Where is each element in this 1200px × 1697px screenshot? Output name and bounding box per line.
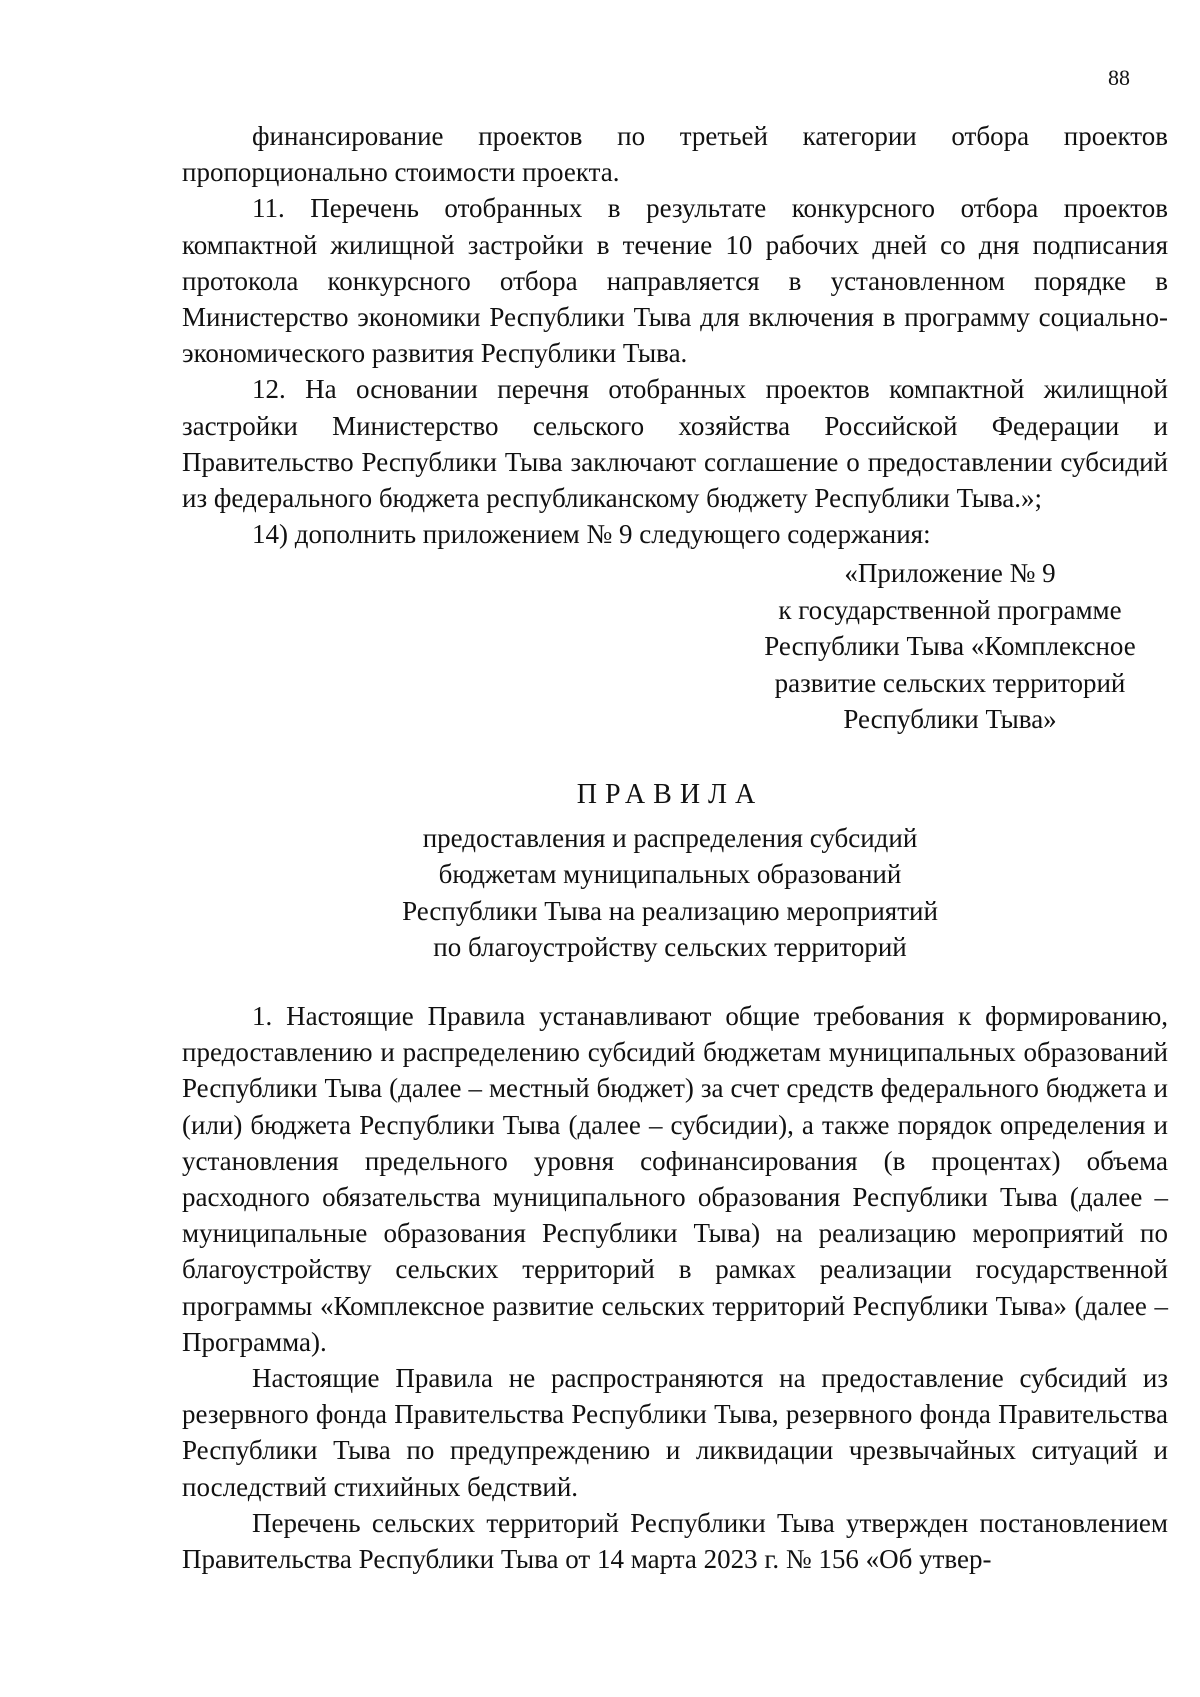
paragraph-item-14: 14) дополнить приложением № 9 следующего содержания:	[252, 519, 931, 550]
paragraph-item-12: 12. На основании перечня отобранных проектов компактной жилищной застройки Министерство сельского хозяйства Российской Федерации и Правительство Республики Тыва заключают соглашение о предоставлении субсидий из федерального бюджета республиканскому бюджету Республики Тыва.»;	[182, 374, 1168, 514]
paragraph-exclusion: Настоящие Правила не распространяются на предоставление субсидий из резервного фонда Правительства Республики Тыва, резервного фонда Правительства Республики Тыва по предупреждению и ликвидации чрезвычайных ситуаций и последствий стихийных бедствий.	[182, 1363, 1168, 1502]
subtitle-line: предоставления и распределения субсидий	[422, 822, 918, 853]
subtitle-line: Республики Тыва на реализацию мероприятий	[402, 895, 938, 926]
rules-heading	[340, 777, 1000, 966]
appendix-line: Республики Тыва»	[843, 704, 1057, 734]
appendix-reference	[740, 555, 1160, 738]
paragraph-rules-1: 1. Настоящие Правила устанавливают общие требования к формированию, предоставлению и распределению субсидий бюджетам муниципальных образований Республики Тыва (далее – местный бюджет) за счет средств федерального бюджета и (или) бюджета Республики Тыва (далее – субсидии), а также порядок определения и установления предельного уровня софинансирования (в процентах) объема расходного обязательства муниципального образования Республики Тыва (далее – муниципальные образования Республики Тыва) на реализацию мероприятий по благоустройству сельских территорий в рамках реализации государственной программы «Комплексное развитие сельских территорий Республики Тыва» (далее – Программа).	[182, 1001, 1168, 1357]
body-text-top	[182, 118, 1168, 552]
appendix-line: Республики Тыва «Комплексное	[764, 631, 1136, 661]
paragraph-territories-list: Перечень сельских территорий Республики Тыва утвержден постановлением Правительства Республики Тыва от 14 марта 2023 г. № 156 «Об утвер-	[182, 1507, 1168, 1575]
rules-title: ПРАВИЛА	[576, 779, 764, 810]
paragraph-item-11: 11. Перечень отобранных в результате конкурсного отбора проектов компактной жилищной застройки в течение 10 рабочих дней со дня подписания протокола конкурсного отбора направляется в установленном порядке в Министерство экономики Республики Тыва для включения в программу социально-экономического развития Республики Тыва.	[182, 193, 1168, 369]
rules-subtitle	[340, 820, 1000, 966]
body-text-bottom	[182, 998, 1168, 1577]
subtitle-line: бюджетам муниципальных образований	[438, 859, 902, 889]
appendix-line: развитие сельских территорий	[774, 667, 1126, 698]
appendix-line: «Приложение № 9	[844, 558, 1056, 588]
appendix-line: к государственной программе	[778, 594, 1122, 625]
page-number: 88	[1108, 65, 1130, 90]
paragraph-continuation: финансирование проектов по третьей категории отбора проектов пропорционально стоимости проекта.	[182, 121, 1168, 188]
subtitle-line: по благоустройству сельских территорий	[433, 932, 907, 962]
